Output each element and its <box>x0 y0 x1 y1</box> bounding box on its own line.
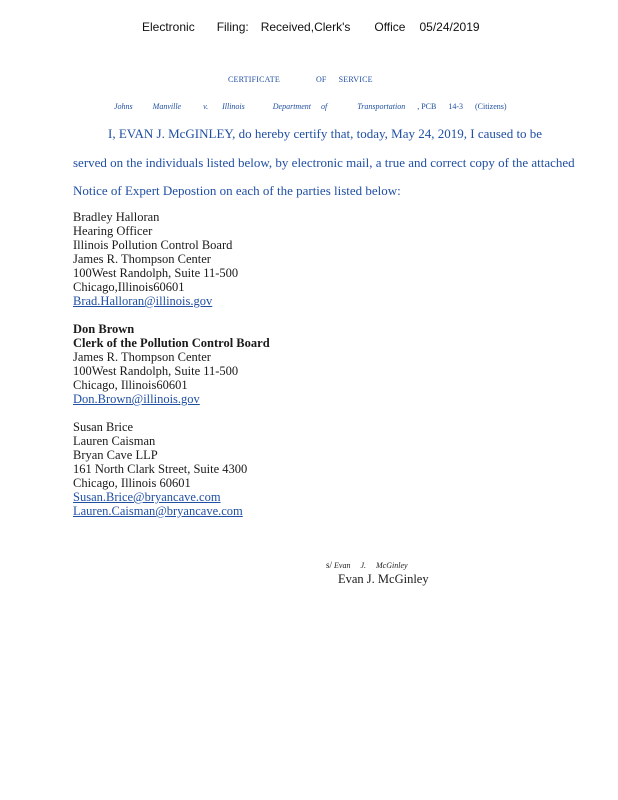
filing-header <box>142 20 480 34</box>
caption-word: v. <box>203 102 209 111</box>
recipient-address-line: James R. Thompson Center <box>73 350 211 364</box>
recipient-title: Hearing Officer <box>73 224 153 238</box>
recipient-block-brown <box>73 322 270 406</box>
signature-prefix: s/ <box>326 560 333 570</box>
filing-header-part: Electronic <box>142 20 195 34</box>
recipient-address-line: 100West Randolph, Suite 11-500 <box>73 364 239 378</box>
recipient-name: Don Brown <box>73 322 135 336</box>
signatory-name: Evan J. McGinley <box>338 572 429 586</box>
caption-word: (Citizens) <box>475 102 507 111</box>
case-caption <box>114 102 507 111</box>
recipient-name: Susan Brice <box>73 420 134 434</box>
recipient-email-link[interactable]: Lauren.Caisman@bryancave.com <box>73 504 243 518</box>
electronic-signature <box>326 560 408 570</box>
signature-word: McGinley <box>376 561 408 570</box>
recipient-address-line: 161 North Clark Street, Suite 4300 <box>73 462 248 476</box>
caption-word: , PCB <box>417 102 437 111</box>
caption-word: of <box>320 102 328 111</box>
filing-header-part: Filing: <box>216 20 249 34</box>
recipient-email-link[interactable]: Don.Brown@illinois.gov <box>73 392 200 406</box>
recipient-organization: Bryan Cave LLP <box>73 448 158 462</box>
recipient-block-halloran <box>73 210 238 308</box>
caption-word: Transportation <box>357 102 406 111</box>
recipient-name: Lauren Caisman <box>73 434 156 448</box>
certification-statement-line-1: I, EVAN J. McGINLEY, do hereby certify that, today, May 24, 2019, I caused to be <box>108 126 543 141</box>
recipient-organization: Illinois Pollution Control Board <box>73 238 233 252</box>
recipient-address-line: Chicago, Illinois60601 <box>73 378 188 392</box>
signature-word: J. <box>360 561 367 570</box>
certificate-title <box>228 75 389 84</box>
title-word: CERTIFICATE <box>228 75 280 84</box>
caption-word: Johns <box>114 102 133 111</box>
recipient-title: Clerk of the Pollution Control Board <box>73 336 270 350</box>
caption-word: 14-3 <box>448 102 464 111</box>
recipient-name: Bradley Halloran <box>73 210 160 224</box>
caption-word: Department <box>272 102 311 111</box>
caption-word: Illinois <box>222 102 245 111</box>
filing-date: 05/24/2019 <box>419 20 480 34</box>
recipient-email-link[interactable]: Brad.Halloran@illinois.gov <box>73 294 213 308</box>
filing-header-part: Office <box>374 20 406 34</box>
signature-word: Evan <box>334 561 351 570</box>
certification-statement-line-2: served on the individuals listed below, by electronic mail, a true and correct copy of the attached <box>73 155 575 170</box>
recipient-address-line: 100West Randolph, Suite 11-500 <box>73 266 239 280</box>
recipient-address-line: Chicago, Illinois 60601 <box>73 476 191 490</box>
recipient-block-bryan-cave <box>73 420 247 518</box>
caption-word: Manville <box>152 102 182 111</box>
recipient-address-line: Chicago,Illinois60601 <box>73 280 185 294</box>
filing-header-part: Received,Clerk's <box>260 20 351 34</box>
title-word: OF <box>315 75 327 84</box>
title-word: SERVICE <box>338 75 373 84</box>
recipient-email-link[interactable]: Susan.Brice@bryancave.com <box>73 490 221 504</box>
certification-statement-line-3: Notice of Expert Depostion on each of the parties listed below: <box>73 183 401 198</box>
recipient-address-line: James R. Thompson Center <box>73 252 211 266</box>
